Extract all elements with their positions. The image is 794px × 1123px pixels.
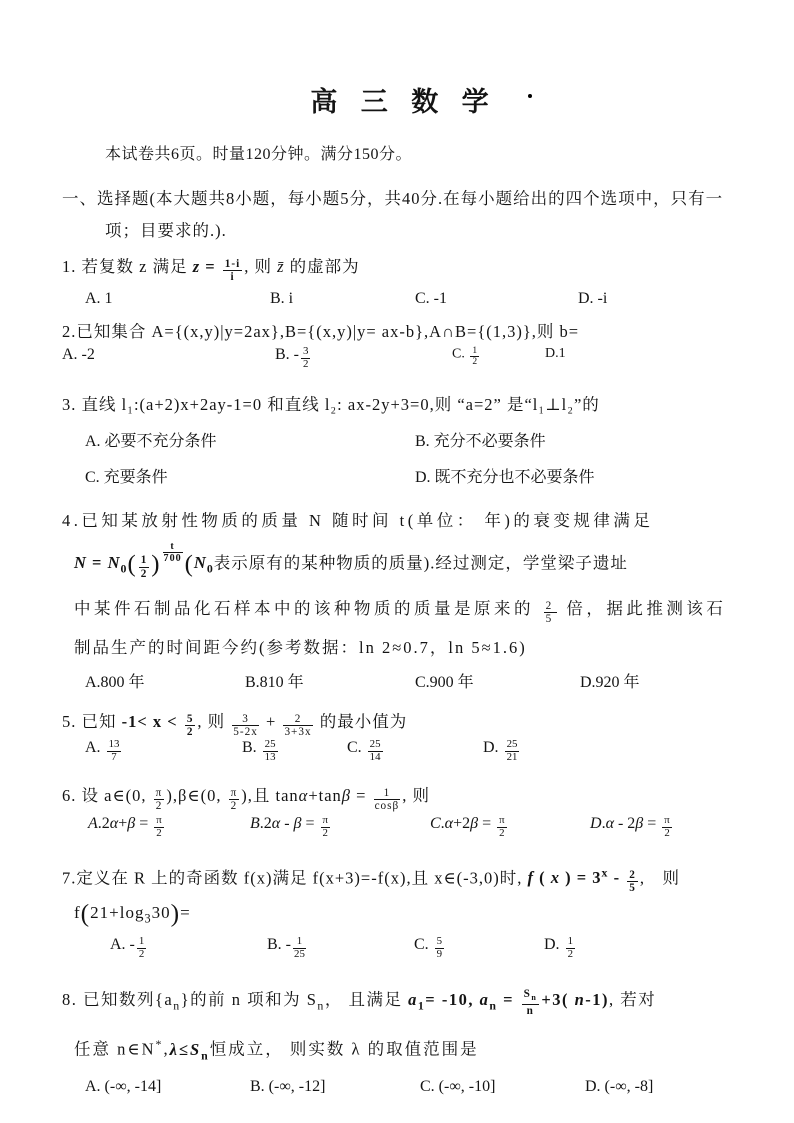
question-2: [62, 320, 744, 380]
question-6-option-c: C.α+2β = $\frac{\pi}{2}$: [430, 813, 505, 839]
question-4-line3: 中某件石制品化石样本中的该种物质的质量是原来的 $\frac{2}{5}$ 倍，据此推测该石: [74, 598, 727, 625]
question-4: [62, 504, 744, 697]
question-8-line2: 任意 $n\in N^*,\lambda\le S_n$恒成立， 则实数 λ 的取值范围是: [74, 1037, 479, 1063]
question-7-line1: 7.定义在 R 上的奇函数 f(x)满足 f(x+3)=-f(x),且 x∈(-3,0)时, f ( x ) = $3^x$ - $\frac{2}{5}$ , 则: [62, 865, 680, 895]
question-8-option-d: D. (-∞, -8]: [585, 1078, 654, 1096]
question-4-line1: 4.已知某放射性物质的质量 N 随时间 t(单位： 年)的衰变规律满足: [62, 510, 654, 530]
question-4-option-a: A.800 年: [85, 673, 145, 691]
question-4-line2: $N = N_0$( $\frac{1}{2}$ ) $^{\frac{t}{700}}$ ($N_0$表示原有的某种物质的质量).经过测定，学堂梁子遗址: [74, 541, 628, 580]
question-3-option-a: A. 必要不充分条件: [85, 432, 217, 450]
question-2-option-c: C. $\frac{1}{2}$: [452, 345, 478, 368]
exam-meta: 本试卷共6页。时量120分钟。满分150分。: [105, 146, 413, 163]
question-3: [62, 390, 744, 494]
question-1: [62, 252, 744, 318]
question-6-option-a: A.2α+β = $\frac{\pi}{2}$: [88, 813, 162, 839]
question-7-option-a: A. - $\frac{1}{2}$: [110, 935, 145, 961]
question-5-option-a: A. $\frac{13}{7}$: [85, 737, 120, 763]
question-7-option-d: D. $\frac{1}{2}$: [544, 935, 573, 961]
section-heading-line1: 一、选择题(本大题共8小题，每小题5分，共40分.在每小题给出的四个选项中，只有一: [62, 189, 724, 208]
question-2-option-b: B. - $\frac{3}{2}$: [275, 344, 309, 370]
section-heading-line2: 项；目要求的.).: [105, 221, 227, 240]
question-4-option-c: C.900 年: [415, 673, 474, 691]
question-5-option-c: C. $\frac{25}{14}$: [347, 737, 381, 763]
question-8-option-c: C. (-∞, -10]: [420, 1078, 496, 1096]
question-7-option-b: B. - $\frac{1}{25}$: [267, 935, 305, 961]
question-7-line2: $f(21+\log_330)=$: [74, 898, 191, 928]
question-6-option-d: D.α - 2β = $\frac{\pi}{2}$: [590, 813, 670, 839]
question-4-option-b: B.810 年: [245, 673, 304, 691]
question-2-text: 2.已知集合 A={(x,y)|y=2ax},B={(x,y)|y= ax-b},A∩B={(1,3)},则 b=: [62, 321, 580, 341]
question-8-option-a: A. (-∞, -14]: [85, 1078, 162, 1096]
question-2-option-d: D.1: [545, 345, 566, 361]
question-4-option-d: D.920 年: [580, 673, 640, 691]
question-8-option-b: B. (-∞, -12]: [250, 1078, 326, 1096]
question-3-option-d: D. 既不充分也不必要条件: [415, 468, 595, 486]
question-8: [62, 980, 744, 1108]
question-3-option-b: B. 充分不必要条件: [415, 432, 546, 450]
question-3-option-c: C. 充要条件: [85, 468, 168, 486]
question-3-text: 3. 直线 l₁:(a+2)x+2ay-1=0 和直线 l₂: ax-2y+3=0,则 “a=2” 是“l₁⊥l₂”的: [62, 394, 600, 414]
question-5-option-b: B. $\frac{25}{13}$: [242, 737, 276, 763]
question-6: [62, 779, 744, 853]
question-5-text: 5. 已知 -1< x < $\frac{5}{2}$ , 则 $\frac{3}{5-2x}$ + $\frac{2}{3+3x}$ 的最小值为: [62, 711, 408, 738]
question-5-option-d: D. $\frac{25}{21}$: [483, 737, 518, 763]
question-5: [62, 705, 744, 775]
question-1-text: 1. 若复数 z 满足 z = $\frac{1-i}{i}$ , 则 z̄ 的虚部为: [62, 257, 360, 284]
question-1-option-b: B. i: [270, 289, 294, 307]
exam-title: 高 三 数 学: [310, 87, 496, 118]
question-4-line4: 制品生产的时间距今约(参考数据：ln 2≈0.7，ln 5≈1.6): [74, 637, 527, 657]
question-1-option-c: C. -1: [415, 289, 447, 307]
question-6-text: 6. 设 a∈(0, $\frac{\pi}{2}$ ),β∈(0, $\frac{\pi}{2}$ ),且 tanα+tanβ = $\frac{1}{\cos\beta}$ , 则: [62, 785, 430, 812]
question-1-option-d: D. -i: [578, 289, 608, 307]
question-7-option-c: C. $\frac{5}{9}$: [414, 935, 443, 961]
question-2-option-a: A. -2: [62, 345, 95, 363]
ink-dot-mark: [528, 94, 532, 98]
question-6-option-b: B.2α - β = $\frac{\pi}{2}$: [250, 813, 329, 839]
question-8-line1: 8. 已知数列$\{a_n\}$的前 n 项和为 $S_n$， 且满足 $a_1= -10$, $a_n$ = $\frac{S_n}{n}$ +3( n-1), 若对: [62, 988, 657, 1017]
question-1-option-a: A. 1: [85, 289, 113, 307]
question-7: [62, 857, 744, 975]
